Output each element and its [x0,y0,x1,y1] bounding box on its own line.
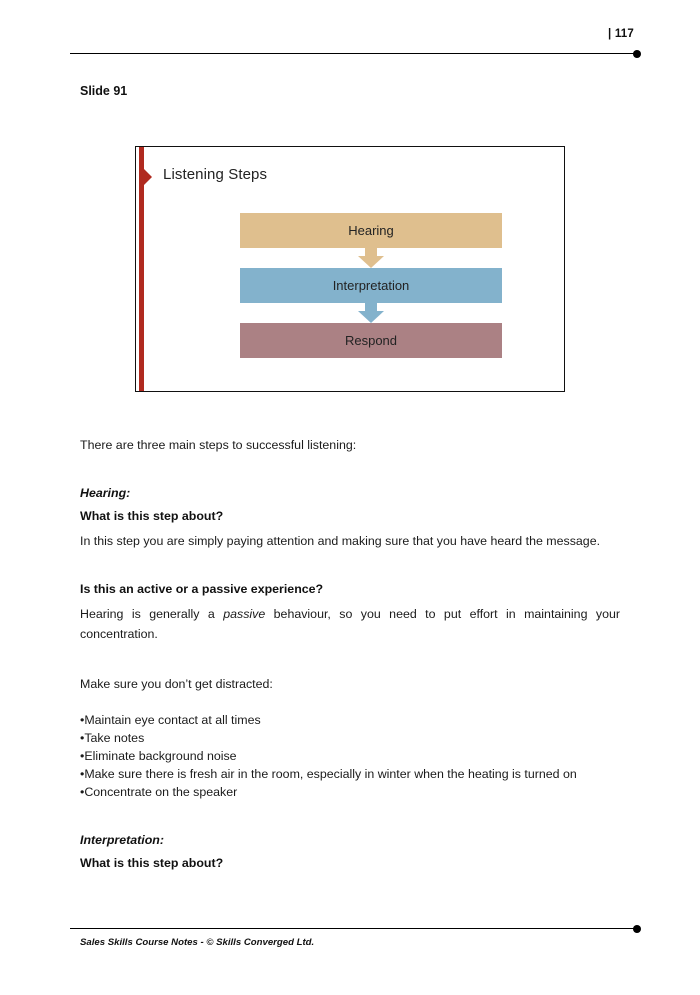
flow-step-label: Interpretation [332,278,410,293]
flow-arrow-down-icon [240,248,502,268]
answer-emphasis: passive [223,607,266,622]
header-end-dot [633,50,641,58]
hearing-question-heading: What is this step about? [80,509,224,524]
arrow-head [358,311,384,323]
list-item [80,712,620,730]
intro-paragraph: There are three main steps to successful listening: [80,438,357,452]
flow-step-hearing [240,213,502,248]
bullet-icon: • [80,731,85,746]
hearing-answer-paragraph: In this step you are simply paying attention and making sure that you have heard the message. [80,534,601,549]
flow-step-respond [240,323,502,358]
active-passive-question-heading: Is this an active or a passive experience? [80,582,324,597]
slide-image [135,146,565,392]
page-footer [70,928,638,962]
list-item [80,784,620,802]
page-header [70,28,638,62]
answer-text-start: Hearing is generally a [80,607,224,622]
flow-step-interpretation [240,268,502,303]
list-item-label: Maintain eye contact at all times [84,713,261,728]
footer-divider [70,928,638,929]
list-item [80,766,620,784]
flow-arrow-down-icon [240,303,502,323]
slide-label: Slide 91 [80,84,128,98]
list-item-label: Eliminate background noise [84,749,237,764]
page-number: | 117 [608,28,634,40]
flow-step-label: Hearing [348,223,394,238]
interpretation-heading: Interpretation: [80,833,164,848]
interpretation-question-heading: What is this step about? [80,856,224,871]
distraction-bullet-list [80,712,620,802]
active-passive-answer-paragraph [80,605,620,643]
triangle-marker-icon [143,168,152,186]
hearing-heading: Hearing: [80,486,131,501]
bullet-icon: • [80,767,85,782]
list-item-label: Take notes [84,731,145,746]
header-divider [70,53,638,54]
arrow-head [358,256,384,268]
list-item [80,730,620,748]
bullet-icon: • [80,785,85,800]
distracted-intro-paragraph: Make sure you don’t get distracted: [80,676,273,691]
list-item [80,748,620,766]
footer-text: Sales Skills Course Notes - © Skills Converged Ltd. [80,937,315,948]
page-body [80,436,620,870]
slide-title: Listening Steps [163,166,268,183]
answer-text-end: behaviour, so you need to put effort in maintaining your concentration. [80,607,620,641]
listening-steps-flow [240,213,502,358]
list-item-label: Make sure there is fresh air in the room, especially in winter when the heating is turned on [84,767,577,782]
footer-end-dot [633,925,641,933]
flow-step-label: Respond [344,333,398,348]
bullet-icon: • [80,713,85,728]
bullet-icon: • [80,749,85,764]
list-item-label: Concentrate on the speaker [84,785,238,800]
